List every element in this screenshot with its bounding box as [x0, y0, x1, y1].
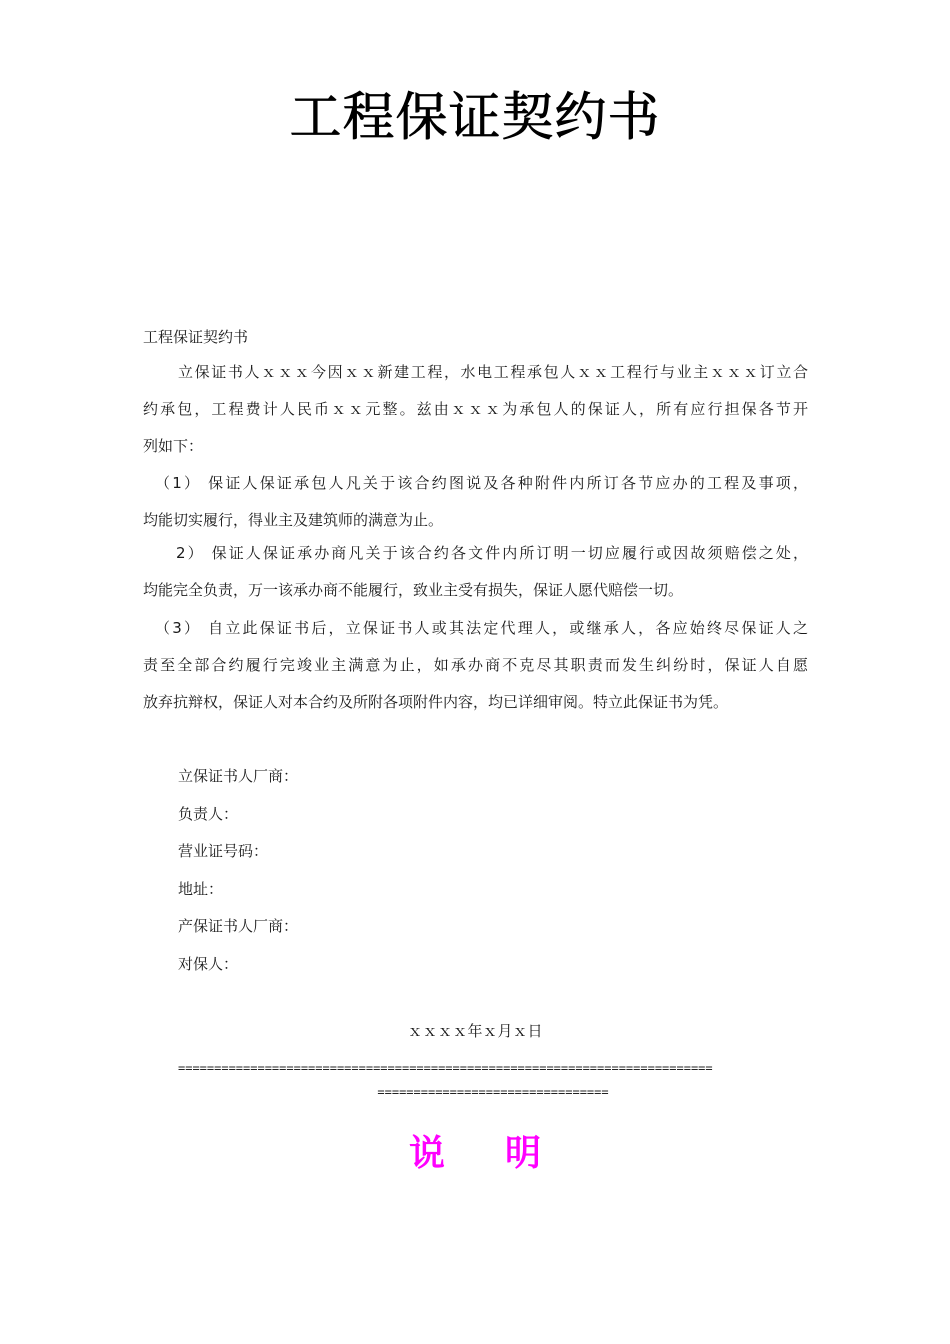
clause-2 — [143, 535, 808, 609]
document-subtitle: 工程保证契约书 — [143, 328, 249, 346]
signature-verifier: 对保人： — [178, 954, 239, 973]
intro-line-2: 约承包，工程费计人民币ｘｘ元整。兹由ｘｘｘ为承包人的保证人，所有应行担保各节开 — [143, 400, 808, 418]
document-date: ｘｘｘｘ年ｘ月ｘ日 — [407, 1022, 543, 1040]
clause-1 — [143, 465, 808, 539]
divider-line-1: ========================================================================== — [178, 1061, 713, 1075]
document-title: 工程保证契约书 — [289, 88, 661, 148]
signature-second-guarantor: 产保证书人厂商： — [178, 917, 299, 935]
clause-2-line-2: 均能完全负责，万一该承办商不能履行，致业主受有损失，保证人愿代赔偿一切。 — [143, 581, 684, 599]
divider-line-2: ================================ — [377, 1085, 609, 1099]
signature-guarantor: 立保证书人厂商： — [178, 767, 299, 785]
clause-3 — [143, 610, 808, 721]
clause-3-line-1: （3） 自立此保证书后，立保证书人或其法定代理人，或继承人，各应始终尽保证人之 — [155, 619, 808, 637]
clause-3-line-2: 责至全部合约履行完竣业主满意为止，如承办商不克尽其职责而发生纠纷时，保证人自愿 — [143, 656, 808, 674]
clause-2-line-1: 2） 保证人保证承办商凡关于该合约各文件内所订明一切应履行或因故须赔偿之处， — [176, 544, 808, 562]
section-divider — [178, 1056, 808, 1104]
signature-license-number: 营业证号码： — [178, 842, 269, 860]
intro-line-3: 列如下： — [143, 437, 204, 455]
intro-paragraph — [143, 354, 808, 465]
intro-line-1: 立保证书人ｘｘｘ今因ｘｘ新建工程，水电工程承包人ｘｘ工程行与业主ｘｘｘ订立合 — [178, 363, 808, 381]
clause-1-line-1: （1） 保证人保证承包人凡关于该合约图说及各种附件内所订各节应办的工程及事项， — [155, 474, 808, 492]
signature-block — [178, 758, 298, 983]
clause-3-line-3: 放弃抗辩权，保证人对本合约及所附各项附件内容，均已详细审阅。特立此保证书为凭。 — [143, 693, 729, 711]
clause-1-line-2: 均能切实履行，得业主及建筑师的满意为止。 — [143, 511, 444, 529]
signature-responsible-person: 负责人： — [178, 804, 239, 823]
section-heading: 说明 — [408, 1133, 601, 1174]
signature-address: 地址： — [178, 879, 224, 898]
